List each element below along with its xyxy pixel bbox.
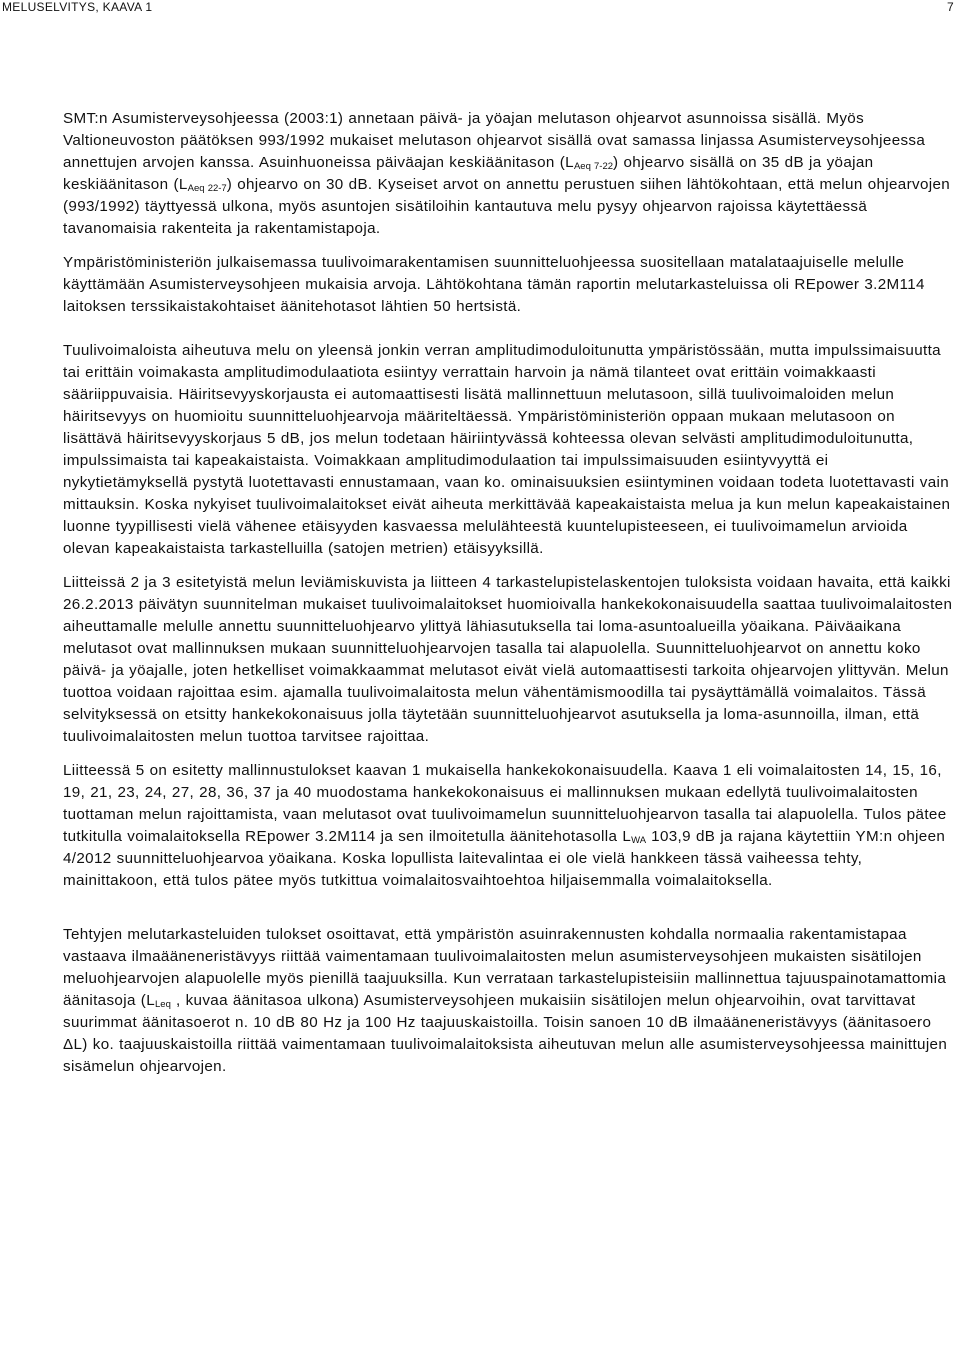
text-run: Ympäristöministeriön julkaisemassa tuulivoimarakentamisen suunnitteluohjeessa suositellaan matalataajuiselle melulle käyttämään Asumisterveysohjeen mukaisia arvoja. Lähtökohtana tämän raportin melutarkasteluissa oli REpower 3.2M114 laitoksen terssikaistakohtaiset äänitehotasot lähtien 50 hertsistä. bbox=[63, 254, 925, 315]
text-run: , kuvaa äänitasoa ulkona) Asumisterveysohjeen mukaisiin sisätilojen melun ohjearvoihin, ovat tarvittavat suurimmat äänitasoerot n. 10 dB 80 Hz ja 100 Hz taajuuskaistoilla. Toisin sanoen 10 dB ilmaääneneristävyys (äänitasoero ΔL) ko. taajuuskaistoilla riittää vaimentamaan tuulivoimalaitoksista aiheutuvan melun alle asumisterveysohjeessa mainittujen sisämelun ohjearvojen. bbox=[63, 992, 948, 1075]
document-title: MELUSELVITYS, KAAVA 1 bbox=[2, 0, 153, 14]
text-run: SMT:n Asumisterveysohjeessa (2003:1) annetaan päivä- ja yöajan melutason ohjearvot asunnoissa sisällä. Myös Valtioneuvoston päätöksen 993/1992 mukaiset melutason ohjearvot sisällä ovat samassa linjassa Asumisterveysohjeessa annettujen arvojen kanssa. Asuinhuoneissa päiväajan keskiäänitason (L bbox=[63, 110, 926, 171]
paragraph-appendix-results bbox=[63, 572, 955, 748]
paragraph-indoor-noise-guidelines bbox=[63, 108, 955, 240]
paragraph-amplitude-modulation bbox=[63, 340, 955, 560]
paragraph-low-frequency-noise bbox=[63, 252, 955, 318]
subscript-lwa: WA bbox=[631, 835, 647, 846]
subscript-laeq-day: Aeq 7-22 bbox=[573, 161, 614, 172]
page-number: 7 bbox=[947, 0, 954, 14]
document-body bbox=[63, 108, 955, 1078]
subscript-laeq-night: Aeq 22-7 bbox=[187, 183, 227, 194]
text-run: Tuulivoimaloista aiheutuva melu on yleensä jonkin verran amplitudimoduloitunutta ympäristössään, mutta impulssimaisuutta tai erittäin voimakasta amplitudimodulaatiota esiintyy verrattain harvoin ja nämä tilanteet ovat erittäin voimakkaasti sääriippuvaisia. Häiritsevyyskorjausta ei automaattisesti lisätä mallinnettuun melutasoon, sillä tuulivoimaloiden melun häiritsevyys on huomioitu suunnitteluohjearvoja määriteltäessä. Ympäristöministeriön oppaan mukaan melutasoon on lisättävä häiritsevyyskorjaus 5 dB, jos melun todetaan häiriintyvässä kohteessa olevan selvästi amplitudimoduloitunutta, impulssimaista tai kapeakaistaista. Voimakkaan amplitudimodulaation tai impulssimaisuuden esiintyvyyttä ei nykytietämyksellä pystytä luotettavasti ennustamaan, vaan ko. ominaisuuksien esiintyminen voidaan todeta luotettavasti vain mittauksin. Koska nykyiset tuulivoimalaitokset eivät aiheuta merkittävää kapeakaistaista melua ja kun melun kapeakaistainen luonne tyypillisesti vielä vähenee etäisyyden kasvaessa melulähteestä kuuntelupisteeseen, ei tuulivoimamelun arvioida olevan kapeakaistaista tarkastelluilla (satojen metrien) etäisyyksillä. bbox=[63, 342, 951, 557]
text-run: Liitteissä 2 ja 3 esitetyistä melun leviämiskuvista ja liitteen 4 tarkastelupistelaskentojen tuloksista voidaan havaita, että kaikki 26.2.2013 päivätyn suunnitelman mukaiset tuulivoimalaitokset huomioivalla hankekokonaisuudella saattaa tuulivoimalaitosten aiheuttamalle melulle annettu suunnitteluohjearvo ylittyä lähiasutuksella tai loma-asuntoalueilla yöaikana. Päiväaikana melutasot ovat mallinnuksen mukaan suunnitteluohjearvojen tasalla tai alapuolella. Suunnitteluohjearvot on annettu koko päivä- ja yöajalle, joten hetkelliset voimakkaammat melutasot eivät vielä automaattisesti tarkoita ohjearvojen ylittyvän. Melun tuottoa voidaan rajoittaa esim. ajamalla tuulivoimalaitosta melun vähentämismoodilla tai pysäyttämällä voimalaitos. Tässä selvityksessä on etsitty hankekokonaisuus jolla täytetään suunnitteluohjearvot asutuksella ja loma-asunnoilla, ilman, että tuulivoimalaitosten melun tuottoa tarvitsee rajoittaa. bbox=[63, 574, 953, 745]
subscript-leq: Leq bbox=[155, 999, 171, 1010]
page-header bbox=[0, 0, 960, 16]
text-run: Liitteessä 5 on esitetty mallinnustulokset kaavan 1 mukaisella hankekokonaisuudella. Kaava 1 eli voimalaitosten 14, 15, 16, 19, 21, 23, 24, 27, 28, 36, 37 ja 40 muodostama hankekokonaisuus ei mallinnuksen mukaan edellytä tuulivoimalaitosten tuottaman melun rajoittamista, vaan melutasot ovat tuulivoimamelun suunnitteluohjearvon tasalla tai alapuolella. Tulos pätee tutkitulla voimalaitoksella REpower 3.2M114 ja sen ilmoitetulla äänitehotasolla L bbox=[63, 762, 947, 845]
text-run: ) ohjearvo sisällä on 35 dB ja yöajan keskiäänitason (L bbox=[63, 154, 874, 193]
text-run: 103,9 dB ja rajana käytettiin YM:n ohjeen 4/2012 suunnitteluohjearvoa yöaikana. Koska lopullista laitevalintaa ei ole vielä hankkeen tässä vaiheessa tehty, mainittakoon, että tulos pätee myös tutkittua voimalaitosvaihtoehtoa hiljaisemmalla voimalaitoksella. bbox=[63, 828, 946, 889]
text-run: Tehtyjen melutarkasteluiden tulokset osoittavat, että ympäristön asuinrakennusten kohdalla normaalia rakentamistapaa vastaava ilmaääneneristävyys riittää vaimentamaan tuulivoimalaitosten melun asumisterveysohjeen mukaisten sisätilojen meluohjearvojen alapuolelle myös pienillä taajuuksilla. Kun verrataan tarkastelupisteisiin mallinnettua tajuuspainotamattomia äänitasoja (L bbox=[63, 926, 947, 1009]
paragraph-sound-insulation bbox=[63, 924, 955, 1078]
paragraph-plan-1-results bbox=[63, 760, 955, 892]
text-run: ) ohjearvo on 30 dB. Kyseiset arvot on annettu perustuen siihen lähtökohtaan, että melun ohjearvojen (993/1992) täyttyessä ulkona, myös asuntojen sisätiloihin kantautuva melu pysyy ohjearvon rajoissa käytettäessä tavanomaisia rakenteita ja rakentamistapoja. bbox=[63, 176, 951, 237]
